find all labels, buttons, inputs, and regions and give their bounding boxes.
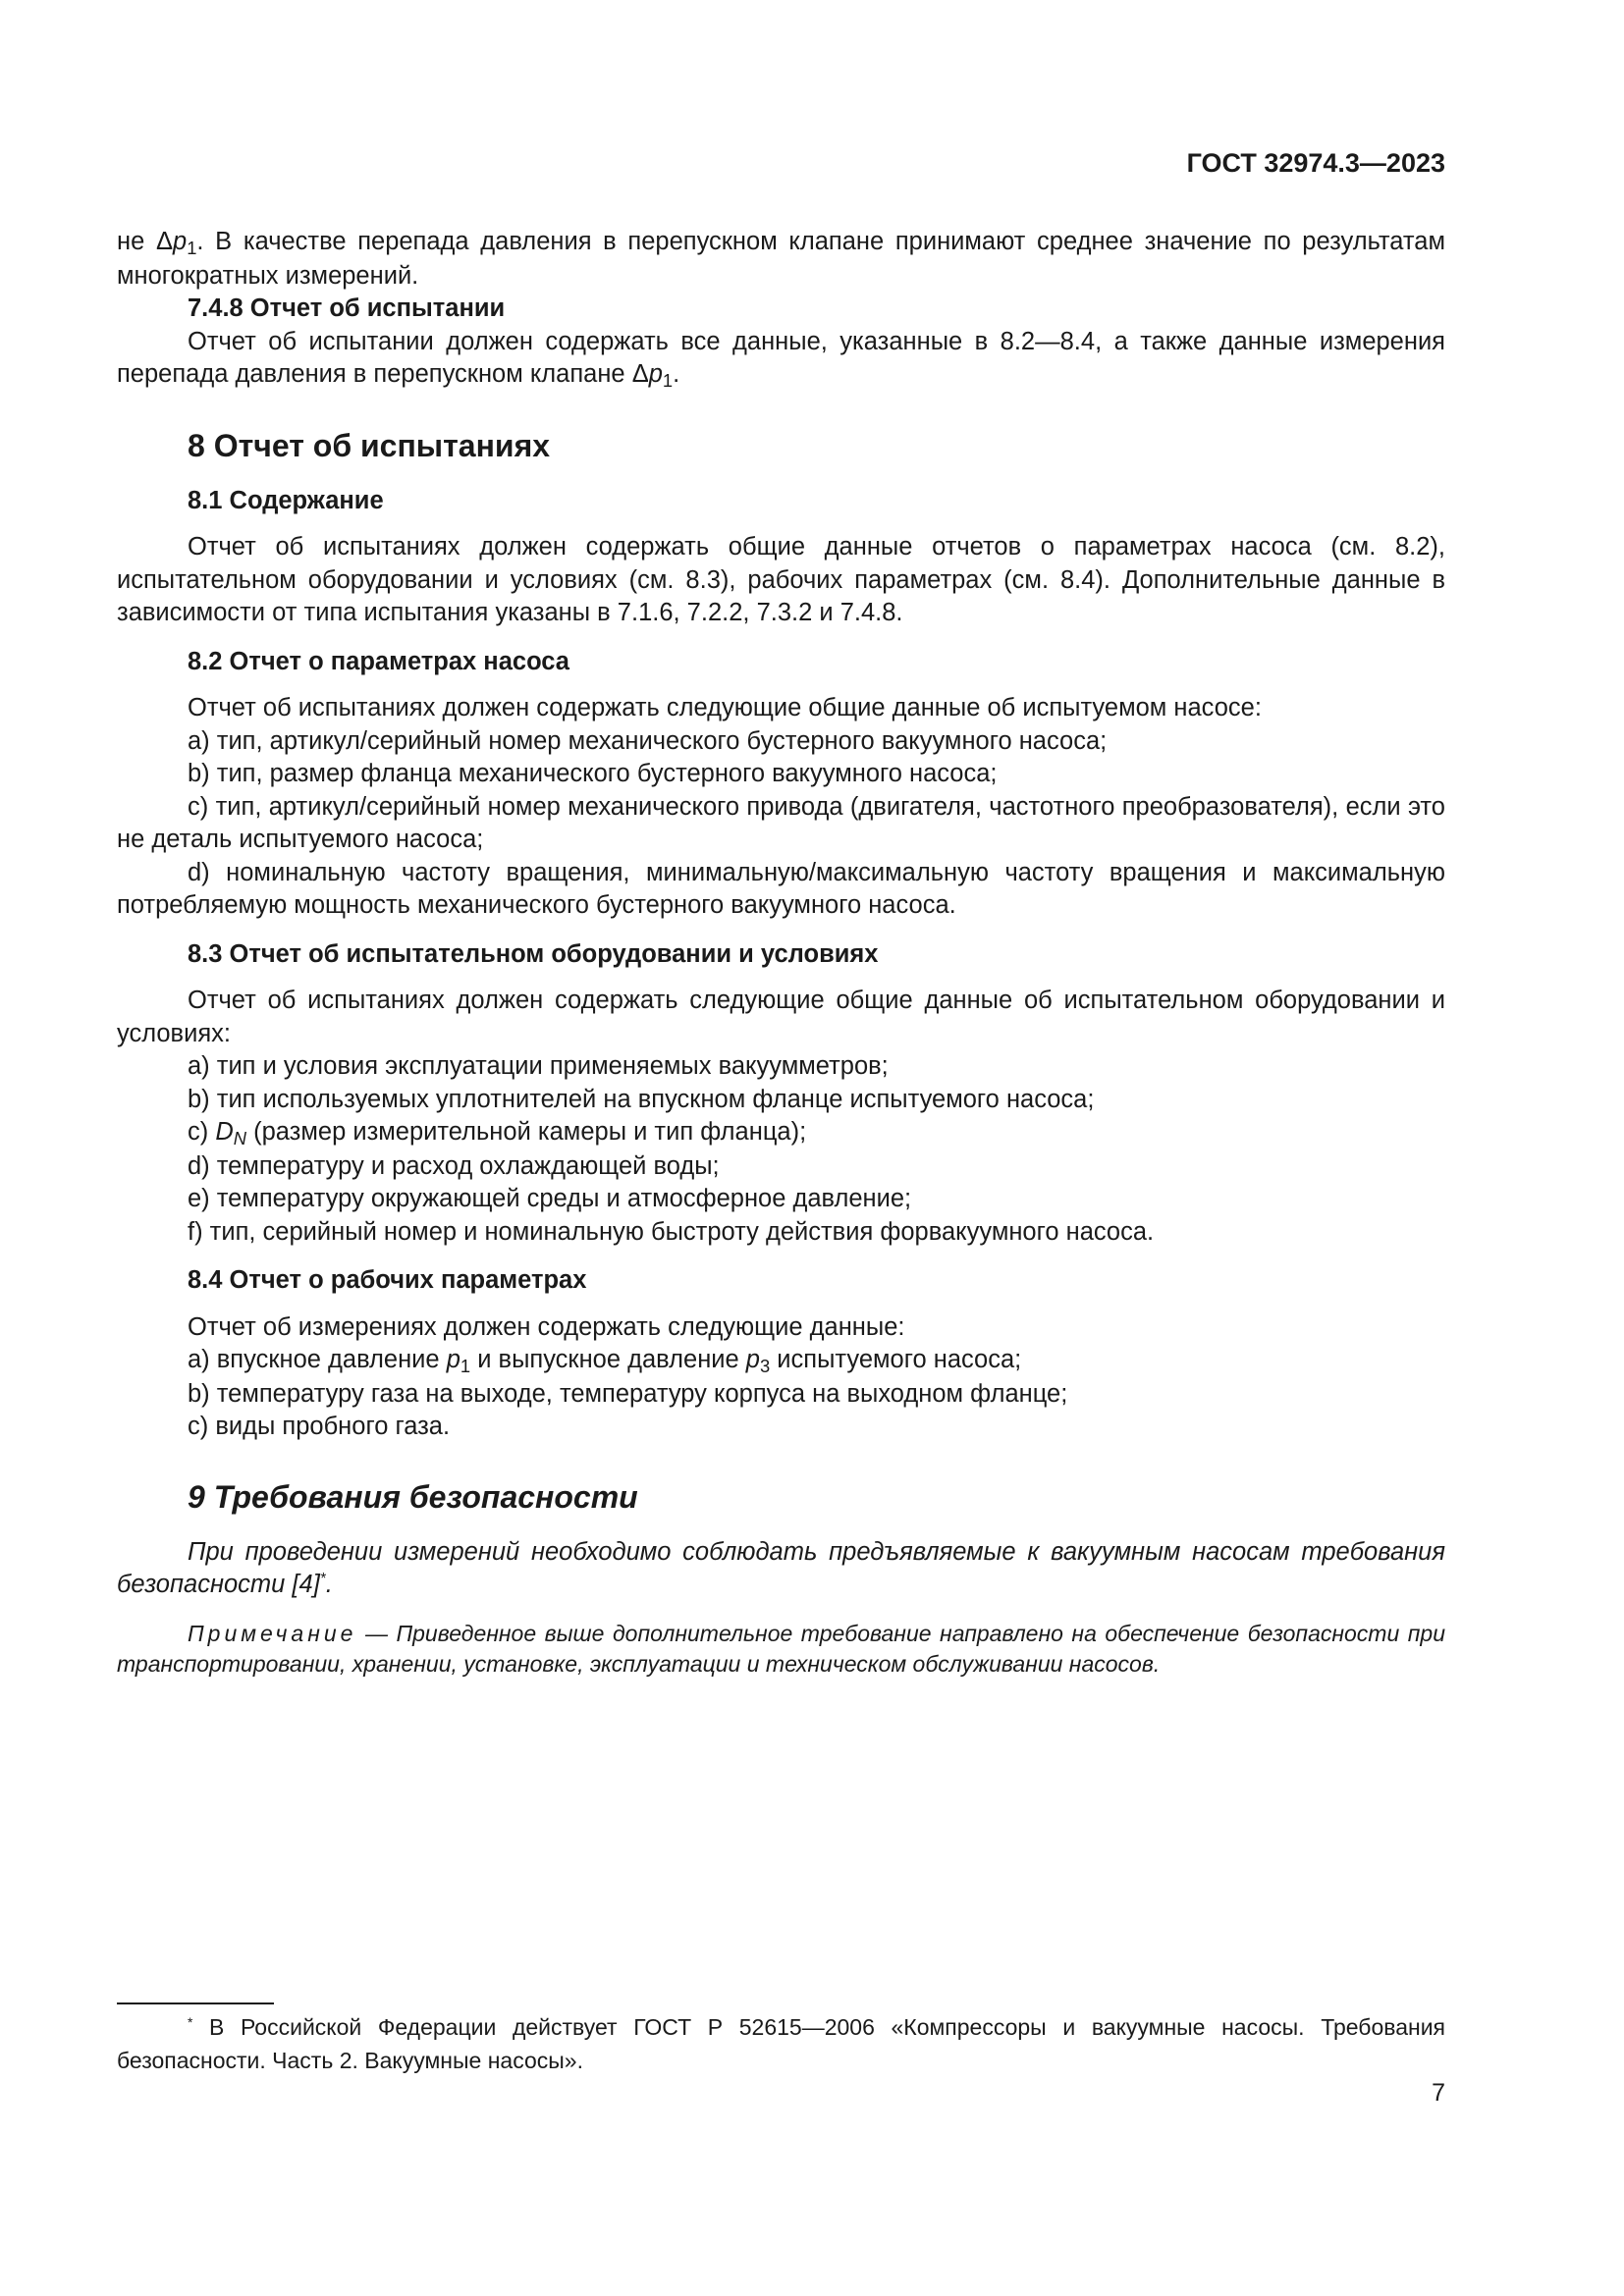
list-item-8-2-a: a) тип, артикул/серийный номер механического бустерного вакуумного насоса; (188, 726, 1108, 755)
page-number: 7 (1432, 2079, 1445, 2107)
heading-8-1: 8.1 Содержание (188, 486, 384, 514)
paragraph-8-1: Отчет об испытаниях должен содержать общие данные отчетов о параметрах насоса (см. 8.2), испытательном оборудовании и условиях (см. 8.3), рабочих параметрах (см. 8.4). Дополнительные данные в зависимости от типа испытания указаны в 7.1.6, 7.2.2, 7.3.2 и 7.4.8. (117, 533, 1445, 626)
heading-7-4-8: 7.4.8 Отчет об испытании (188, 294, 506, 322)
document-code: ГОСТ 32974.3—2023 (1186, 148, 1445, 178)
footnote-separator (117, 2002, 274, 2004)
paragraph-7-4-8: Отчет об испытании должен содержать все данные, указанные в 8.2—8.4, а также данные измерения перепада давления в перепускном клапане $\Delta p_1$. (117, 327, 1445, 392)
section-8-heading: 8 Отчет об испытаниях (188, 427, 551, 463)
note-label: Примечание (188, 1620, 357, 1646)
list-item-8-3-b: b) тип используемых уплотнителей на впускном фланце испытуемого насоса; (188, 1085, 1095, 1113)
list-item-8-4-b: b) температуру газа на выходе, температуру корпуса на выходном фланце; (188, 1379, 1068, 1408)
continued-paragraph: не $\Delta p_1$. В качестве перепада давления в перепускном клапане принимают среднее значение по результатам многократных измерений. (117, 228, 1445, 290)
body-text (117, 226, 1445, 1680)
list-item-8-2-c: c) тип, артикул/серийный номер механического привода (двигателя, частотного преобразователя), если это не деталь испытуемого насоса; (117, 792, 1445, 853)
heading-8-3: 8.3 Отчет об испытательном оборудовании и условиях (188, 939, 879, 968)
paragraph-8-2-intro: Отчет об испытаниях должен содержать следующие общие данные об испытуемом насосе: (188, 694, 1262, 721)
section-9-heading: 9 Требования безопасности (188, 1478, 638, 1515)
list-item-8-2-b: b) тип, размер фланца механического бустерного вакуумного насоса; (188, 760, 998, 787)
paragraph-8-4-intro: Отчет об измерениях должен содержать следующие данные: (188, 1312, 905, 1341)
list-item-8-2-d: d) номинальную частоту вращения, минимальную/максимальную частоту вращения и максимальную потребляемую мощность механического бустерного вакуумного насоса. (117, 858, 1445, 919)
footnote: * В Российской Федерации действует ГОСТ Р 52615—2006 «Компрессоры и вакуумные насосы. Требования безопасности. Часть 2. Вакуумные насосы». (117, 2014, 1445, 2073)
list-item-8-3-f: f) тип, серийный номер и номинальную быстроту действия форвакуумного насоса. (188, 1217, 1155, 1246)
paragraph-8-3-intro: Отчет об испытаниях должен содержать следующие общие данные об испытательном оборудовании и условиях: (117, 987, 1445, 1047)
paragraph-9: При проведении измерений необходимо соблюдать предъявляемые к вакуумным насосам требования безопасности [4]*. (117, 1537, 1445, 1598)
note-paragraph: Примечание — Приведенное выше дополнительное требование направлено на обеспечение безопасности при транспортировании, хранении, установке, эксплуатации и техническом обслуживании насосов. (117, 1620, 1445, 1677)
list-item-8-3-c: c) $D_N$ (размер измерительной камеры и тип фланца); (188, 1118, 807, 1149)
list-item-8-3-d: d) температуру и расход охлаждающей воды; (188, 1151, 720, 1180)
heading-8-4: 8.4 Отчет о рабочих параметрах (188, 1266, 587, 1294)
list-item-8-4-a: a) впускное давление $p_1$ и выпускное давление $p_3$ испытуемого насоса; (188, 1346, 1022, 1377)
list-item-8-3-e: e) температуру окружающей среды и атмосферное давление; (188, 1185, 912, 1212)
heading-8-2: 8.2 Отчет о параметрах насоса (188, 647, 569, 675)
list-item-8-3-a: a) тип и условия эксплуатации применяемых вакуумметров; (188, 1052, 889, 1080)
list-item-8-4-c: c) виды пробного газа. (188, 1413, 451, 1440)
